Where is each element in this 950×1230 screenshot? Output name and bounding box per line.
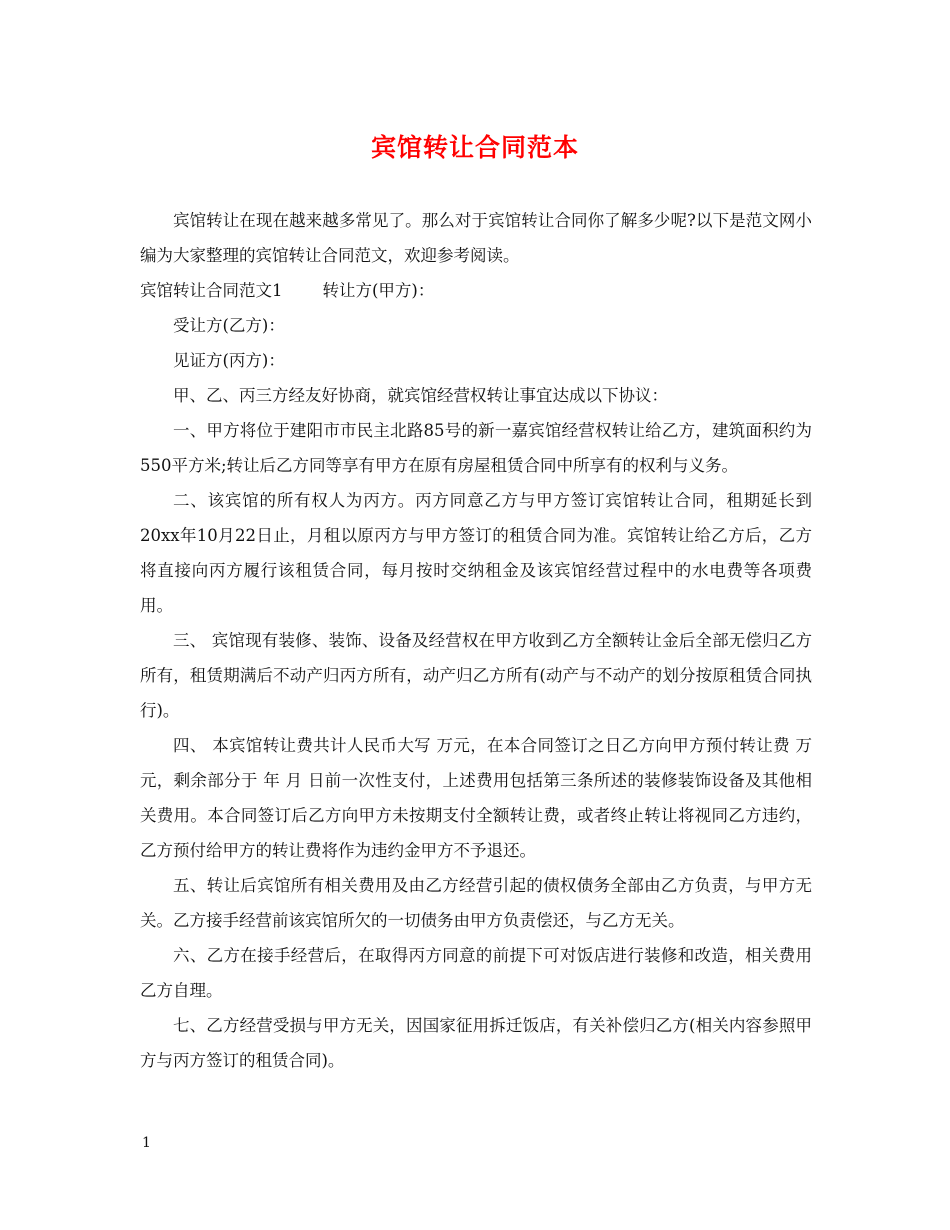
agreement-intro: 甲、乙、丙三方经友好协商，就宾馆经营权转让事宜达成以下协议： <box>173 386 668 405</box>
intro-paragraph: 宾馆转让在现在越来越多常见了。那么对于宾馆转让合同你了解多少呢?以下是范文网小编为大家整理的宾馆转让合同范文，欢迎参考阅读。 <box>140 211 812 265</box>
clause-2: 二、该宾馆的所有权人为丙方。丙方同意乙方与甲方签订宾馆转让合同，租期延长到20xx年10月22日止，月租以原丙方与甲方签订的租赁合同为准。宾馆转让给乙方后，乙方将直接向丙方履行该租赁合同，每月按时交纳租金及该宾馆经营过程中的水电费等各项费用。 <box>140 491 812 615</box>
clause-1: 一、甲方将位于建阳市市民主北路85号的新一嘉宾馆经营权转让给乙方，建筑面积约为550平方米;转让后乙方同等享有甲方在原有房屋租赁合同中所享有的权利与义务。 <box>140 421 812 475</box>
transferor-label: 转让方(甲方)： <box>322 281 435 300</box>
clause-3: 三、 宾馆现有装修、装饰、设备及经营权在甲方收到乙方全额转让金后全部无偿归乙方所有，租赁期满后不动产归丙方所有，动产归乙方所有(动产与不动产的划分按原租赁合同执行)。 <box>140 631 812 720</box>
witness-label: 见证方(丙方)： <box>173 351 285 370</box>
clause-7: 七、乙方经营受损与甲方无关，因国家征用拆迁饭店，有关补偿归乙方(相关内容参照甲方与丙方签订的租赁合同)。 <box>140 1016 812 1070</box>
clause-6: 六、乙方在接手经营后，在取得丙方同意的前提下可对饭店进行装修和改造，相关费用乙方自理。 <box>140 946 812 1000</box>
document-title: 宾馆转让合同范本 <box>370 133 579 162</box>
page-number: 1 <box>142 1135 151 1151</box>
clause-4: 四、 本宾馆转让费共计人民币大写 万元，在本合同签订之日乙方向甲方预付转让费 万元，剩余部分于 年 月 日前一次性支付，上述费用包括第三条所述的装修装饰设备及其他相关费用。本合同签订后乙方向甲方未按期支付全额转让费，或者终止转让将视同乙方违约，乙方预付给甲方的转让费将作为违约金甲方不予退还。 <box>140 736 812 860</box>
sample-heading: 宾馆转让合同范文1 <box>140 281 283 300</box>
document-body <box>140 203 812 1078</box>
transferee-label: 受让方(乙方)： <box>173 316 285 335</box>
sample-heading-line <box>140 273 812 308</box>
clause-5: 五、转让后宾馆所有相关费用及由乙方经营引起的债权债务全部由乙方负责，与甲方无关。乙方接手经营前该宾馆所欠的一切债务由甲方负责偿还，与乙方无关。 <box>140 876 812 930</box>
